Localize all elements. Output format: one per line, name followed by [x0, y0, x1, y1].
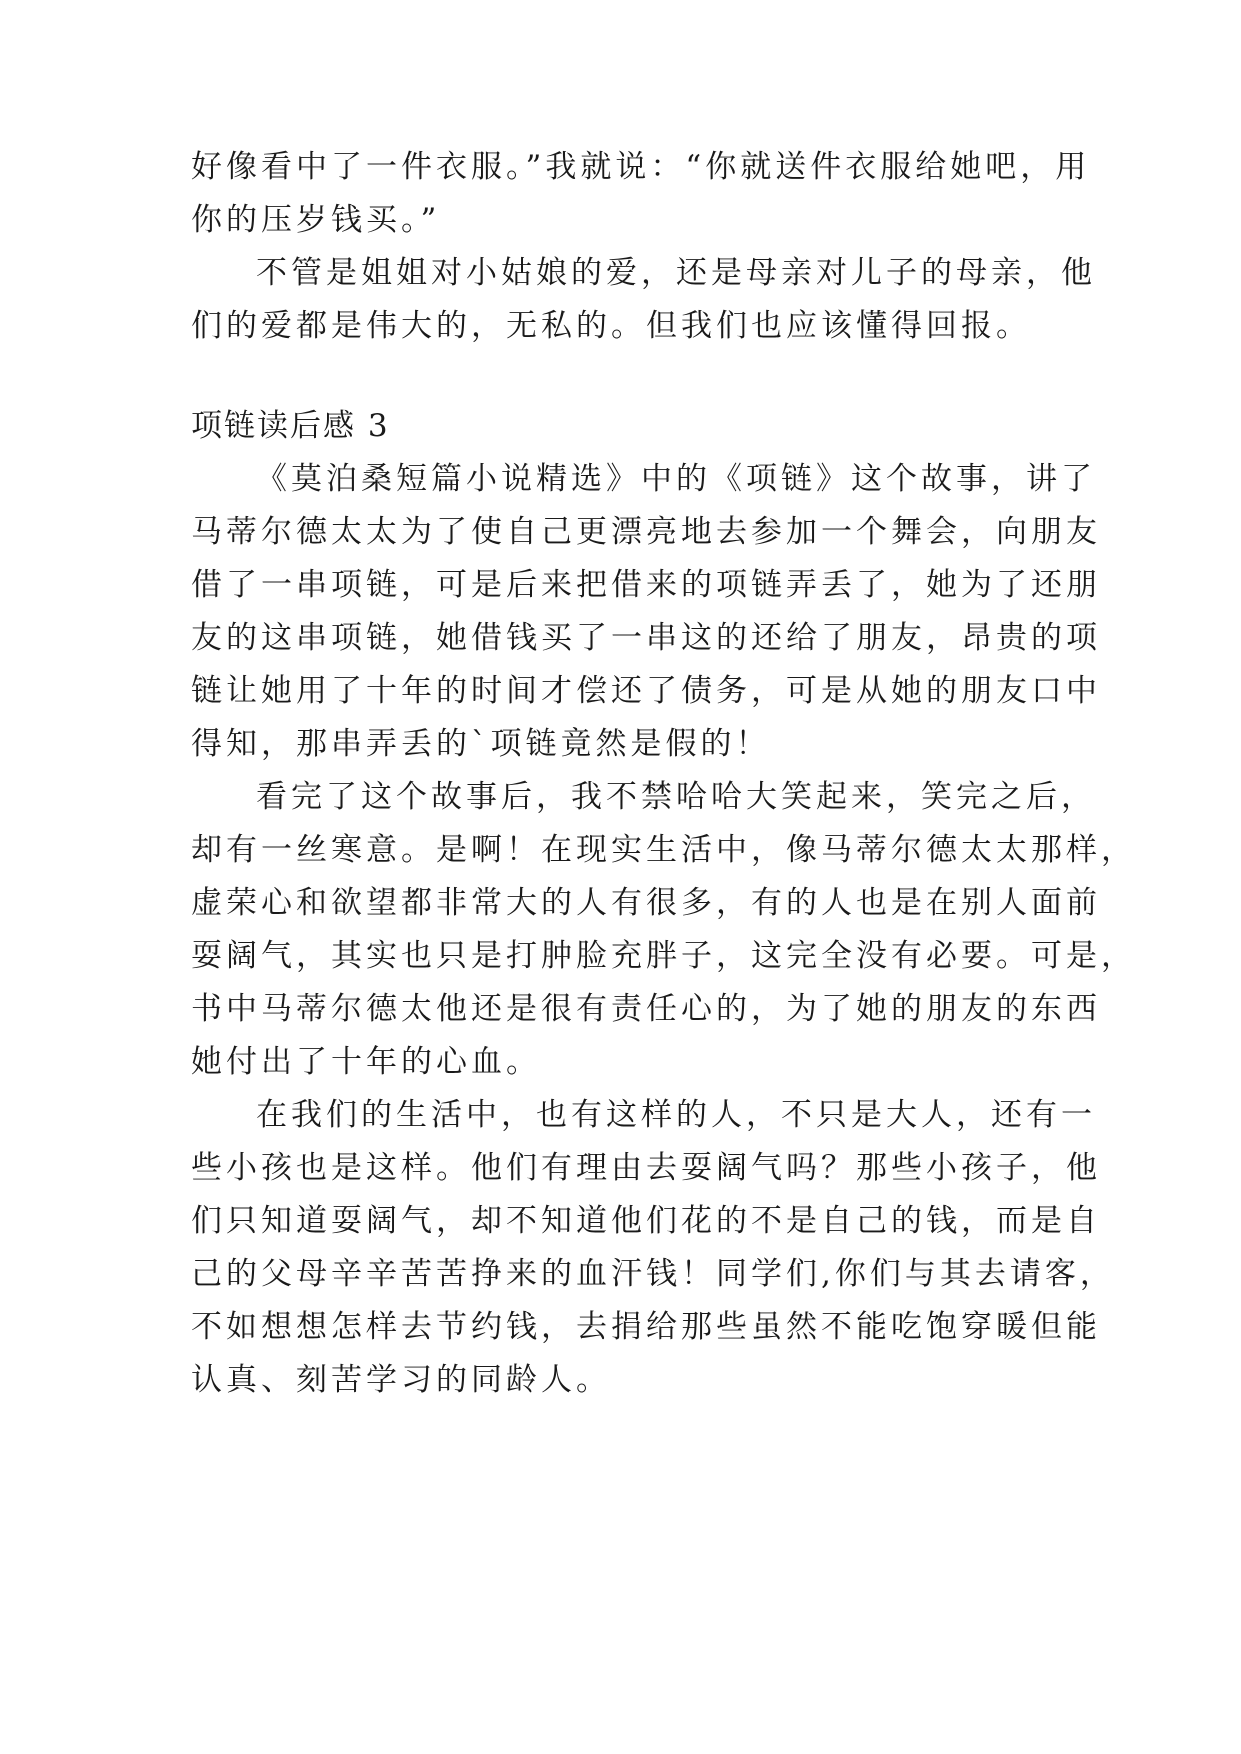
- text-line: 耍阔气，其实也只是打肿脸充胖子，这完全没有必要。可是，: [191, 938, 1136, 974]
- text-line: 认真、刻苦学习的同龄人。: [191, 1362, 611, 1398]
- text-line: 马蒂尔德太太为了使自己更漂亮地去参加一个舞会，向朋友: [191, 514, 1101, 550]
- text-line: 些小孩也是这样。他们有理由去耍阔气吗？那些小孩子，他: [191, 1150, 1101, 1186]
- text-line: 借了一串项链，可是后来把借来的项链弄丢了，她为了还朋: [191, 567, 1101, 603]
- text-line: 不如想想怎样去节约钱，去捐给那些虽然不能吃饱穿暖但能: [191, 1309, 1101, 1345]
- text-line: 得知，那串弄丢的`项链竟然是假的！: [191, 726, 771, 762]
- section-title: 项链读后感 3: [191, 408, 390, 444]
- text-line: 链让她用了十年的时间才偿还了债务，可是从她的朋友口中: [191, 673, 1101, 709]
- text-line: 书中马蒂尔德太他还是很有责任心的，为了她的朋友的东西: [191, 991, 1101, 1027]
- text-line: 们的爱都是伟大的，无私的。但我们也应该懂得回报。: [191, 308, 1031, 344]
- text-line: 看完了这个故事后，我不禁哈哈大笑起来，笑完之后，: [256, 779, 1096, 815]
- text-line: 好像看中了一件衣服。”我就说：“你就送件衣服给她吧，用: [191, 149, 1091, 185]
- text-line: 在我们的生活中，也有这样的人，不只是大人，还有一: [256, 1097, 1096, 1133]
- text-line: 《莫泊桑短篇小说精选》中的《项链》这个故事，讲了: [256, 461, 1096, 497]
- text-line: 己的父母辛辛苦苦挣来的血汗钱！同学们,你们与其去请客，: [191, 1256, 1115, 1292]
- text-line: 她付出了十年的心血。: [191, 1044, 541, 1080]
- text-line: 不管是姐姐对小姑娘的爱，还是母亲对儿子的母亲，他: [256, 255, 1096, 291]
- text-line: 却有一丝寒意。是啊！在现实生活中，像马蒂尔德太太那样，: [191, 832, 1136, 868]
- text-line: 们只知道耍阔气，却不知道他们花的不是自己的钱，而是自: [191, 1203, 1101, 1239]
- text-line: 你的压岁钱买。”: [191, 202, 441, 238]
- text-line: 友的这串项链，她借钱买了一串这的还给了朋友，昂贵的项: [191, 620, 1101, 656]
- text-line: 虚荣心和欲望都非常大的人有很多，有的人也是在别人面前: [191, 885, 1101, 921]
